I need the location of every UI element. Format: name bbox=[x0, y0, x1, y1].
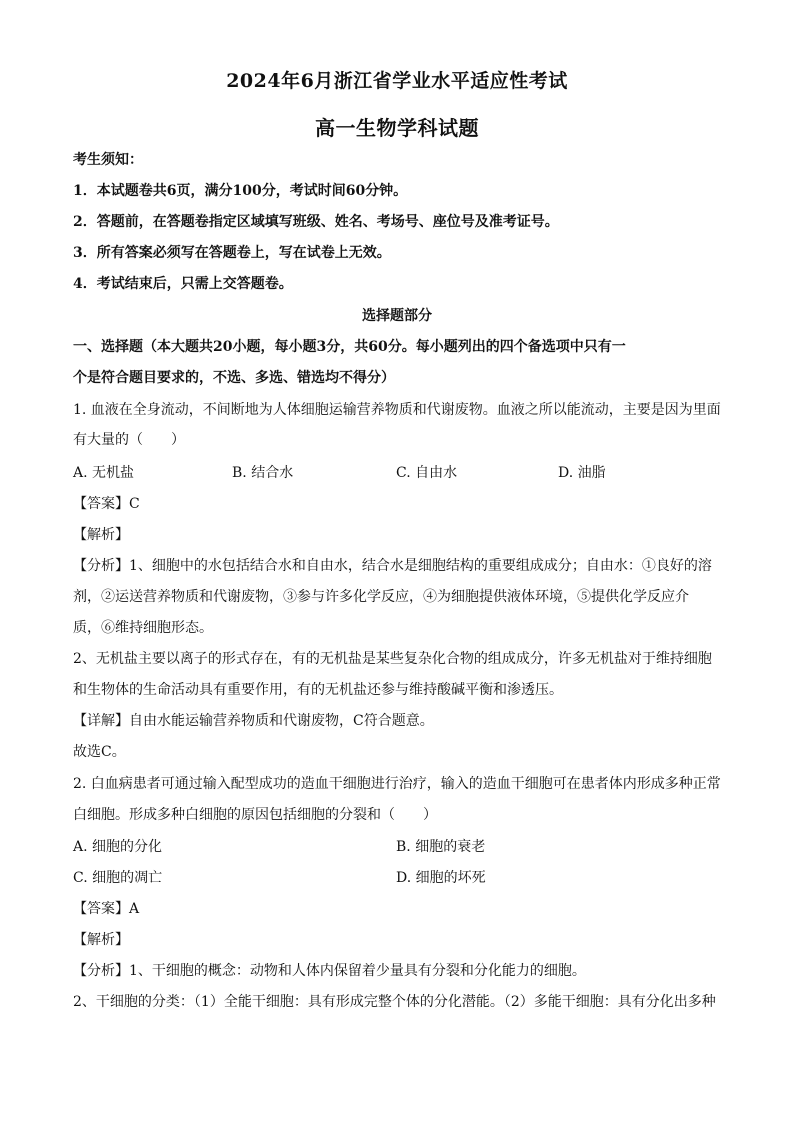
question-2-option-d: D. 细胞的坏死 bbox=[396, 870, 486, 886]
question-2-option-a: A. 细胞的分化 bbox=[73, 839, 163, 855]
question-2-stem: 白细胞。形成多种白细胞的原因包括细胞的分裂和（ ） bbox=[73, 807, 437, 823]
question-2-analysis-line: 【分析】1、干细胞的概念：动物和人体内保留着少量具有分裂和分化能力的细胞。 bbox=[73, 963, 586, 979]
question-1-conclusion: 故选C。 bbox=[73, 744, 126, 760]
notice-item: 3．所有答案必须写在答题卷上，写在试卷上无效。 bbox=[73, 245, 391, 261]
question-2-option-b: B. 细胞的衰老 bbox=[396, 839, 486, 855]
question-1-analysis-line: 【分析】1、细胞中的水包括结合水和自由水，结合水是细胞结构的重要组成成分；自由水：①良好的溶 bbox=[73, 558, 712, 574]
question-2-answer: 【答案】A bbox=[73, 901, 140, 917]
notice-heading: 考生须知： bbox=[73, 152, 143, 168]
question-1-answer: 【答案】C bbox=[73, 496, 140, 512]
section-instruction: 一、选择题（本大题共20小题，每小题3分，共60分。每小题列出的四个备选项中只有一 bbox=[73, 339, 626, 355]
question-1-option-c: C. 自由水 bbox=[396, 465, 458, 481]
exam-subtitle: 高一生物学科试题 bbox=[315, 116, 479, 140]
question-1-option-d: D. 油脂 bbox=[558, 465, 606, 481]
exam-title: 2024年6月浙江省学业水平适应性考试 bbox=[226, 70, 568, 92]
section-instruction: 个是符合题目要求的，不选、多选、错选均不得分） bbox=[73, 370, 395, 386]
notice-item: 2．答题前，在答题卷指定区域填写班级、姓名、考场号、座位号及准考证号。 bbox=[73, 214, 559, 230]
question-1-analysis-line: 2、无机盐主要以离子的形式存在，有的无机盐是某些复杂化合物的组成成分，许多无机盐对于维持细胞 bbox=[73, 651, 712, 667]
question-2-analysis-line: 2、干细胞的分类：（1）全能干细胞：具有形成完整个体的分化潜能。（2）多能干细胞：具有分化出多种 bbox=[73, 994, 716, 1010]
notice-item: 4．考试结束后，只需上交答题卷。 bbox=[73, 276, 293, 292]
question-1-analysis-line: 质，⑥维持细胞形态。 bbox=[73, 620, 213, 636]
notice-item: 1．本试题卷共6页，满分100分，考试时间60分钟。 bbox=[73, 183, 408, 199]
section-title: 选择题部分 bbox=[362, 308, 432, 324]
question-1-option-a: A. 无机盐 bbox=[73, 465, 135, 481]
question-2-option-c: C. 细胞的凋亡 bbox=[73, 870, 163, 886]
question-1-option-b: B. 结合水 bbox=[232, 465, 294, 481]
question-2-stem: 2. 白血病患者可通过输入配型成功的造血干细胞进行治疗，输入的造血干细胞可在患者体内形成多种正常 bbox=[73, 776, 721, 792]
question-2-analysis-label: 【解析】 bbox=[73, 932, 129, 948]
question-1-analysis-line: 和生物体的生命活动具有重要作用，有的无机盐还参与维持酸碱平衡和渗透压。 bbox=[73, 682, 563, 698]
question-1-analysis-line: 剂，②运送营养物质和代谢废物，③参与许多化学反应，④为细胞提供液体环境，⑤提供化学反应介 bbox=[73, 589, 689, 605]
question-1-analysis-label: 【解析】 bbox=[73, 527, 129, 543]
question-1-detail: 【详解】自由水能运输营养物质和代谢废物，C符合题意。 bbox=[73, 713, 434, 729]
question-1-stem: 1. 血液在全身流动，不间断地为人体细胞运输营养物质和代谢废物。血液之所以能流动，主要是因为里面 bbox=[73, 402, 721, 418]
question-1-stem: 有大量的（ ） bbox=[73, 432, 185, 448]
